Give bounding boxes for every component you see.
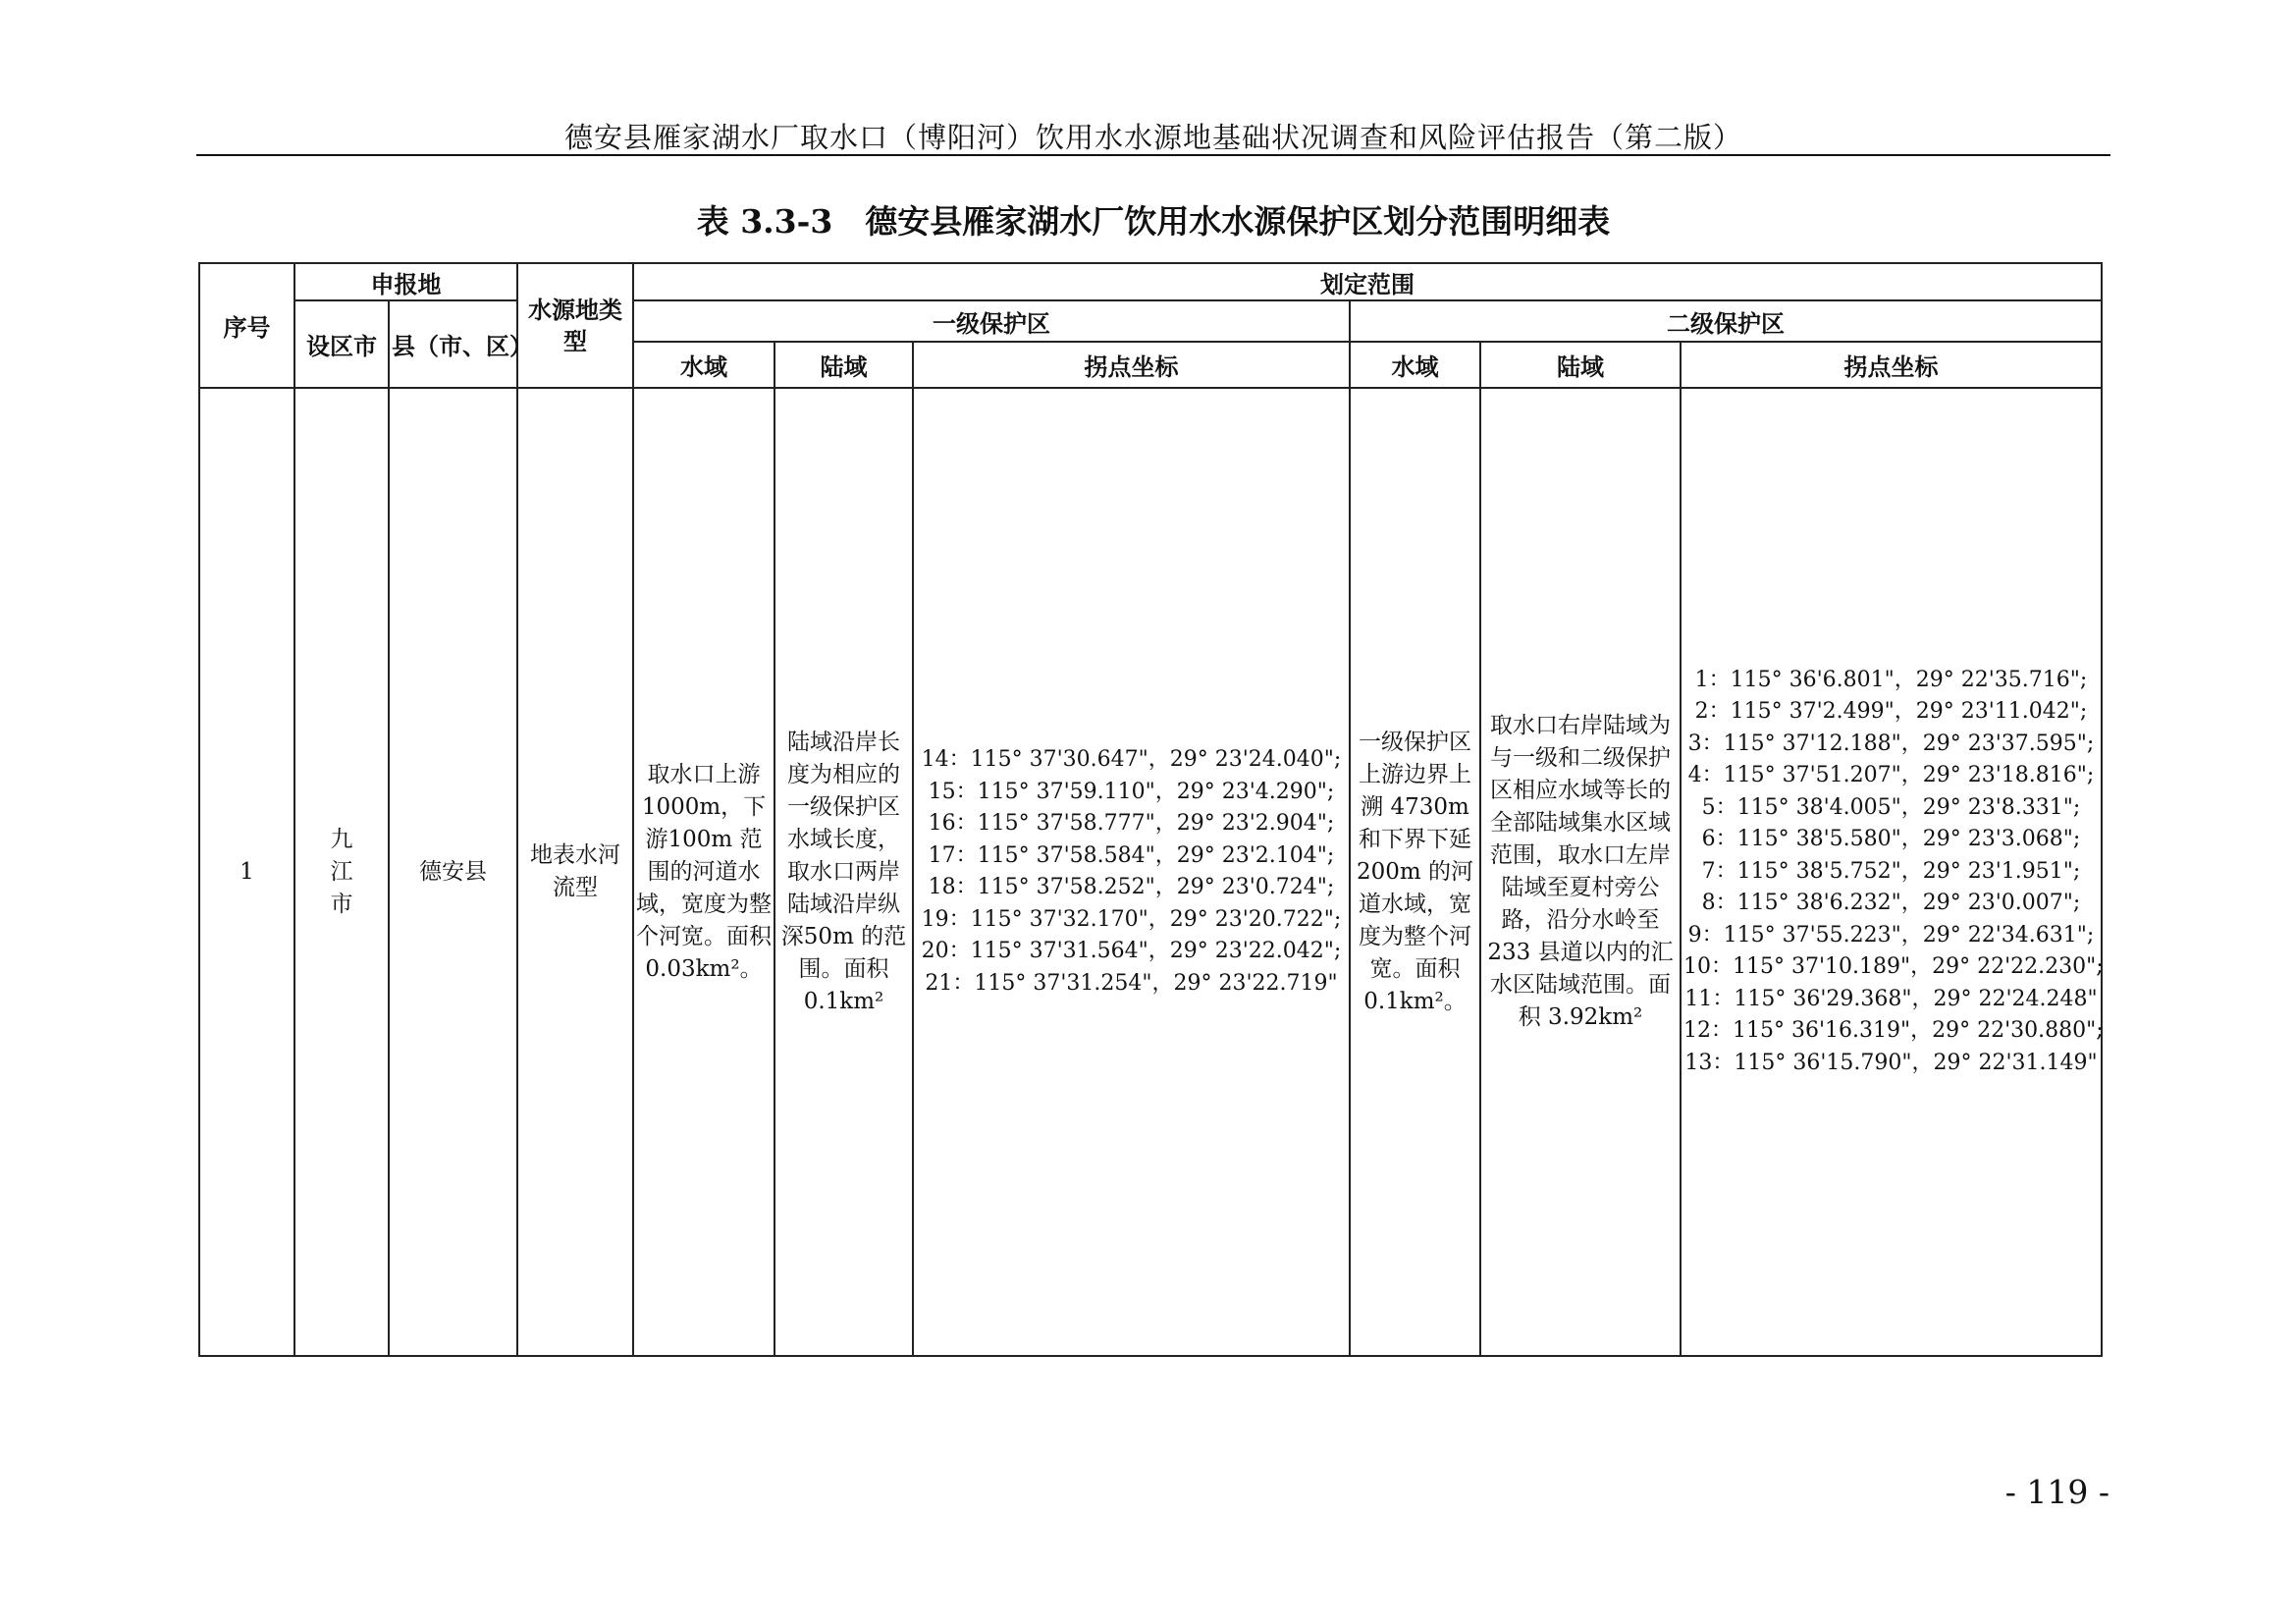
- row-l2-coords: [1681, 388, 2102, 1356]
- coordinate-line: 15：115° 37'59.110"，29° 23'4.290";: [928, 779, 1335, 804]
- header-source-type: 水源地类型: [517, 263, 633, 388]
- row-county: 德安县: [389, 388, 517, 1356]
- coordinate-line: 8：115° 38'6.232"，29° 23'0.007";: [1701, 891, 2081, 916]
- coordinate-line: 13：115° 36'15.790"，29° 22'31.149": [1684, 1050, 2098, 1075]
- header-county: 县（市、区）: [389, 300, 517, 388]
- running-header: 德安县雁家湖水厂取水口（博阳河）饮用水水源地基础状况调查和风险评估报告（第二版）: [563, 121, 1742, 154]
- coordinate-line: 5：115° 38'4.005"，29° 23'8.331";: [1701, 794, 2081, 820]
- row-l2-water: 一级保护区上游边界上溯 4730m 和下界下延200m 的河道水域，宽度为整个河宽。面积0.1km²。: [1350, 388, 1480, 1356]
- header-l1-water: 水域: [633, 342, 774, 388]
- coordinate-line: 21：115° 37'31.254"，29° 23'22.719": [925, 970, 1338, 996]
- coordinate-line: 19：115° 37'32.170"，29° 23'20.722";: [921, 906, 1342, 932]
- page-number: - 119 -: [2004, 1473, 2109, 1511]
- row-l2-land: 取水口右岸陆域为与一级和二级保护区相应水域等长的全部陆域集水区域范围，取水口左岸陆域至夏村旁公路，沿分水岭至233 县道以内的汇水区陆域范围。面积 3.92km²: [1480, 388, 1681, 1356]
- header-l2-water: 水域: [1350, 342, 1480, 388]
- row-seq: 1: [199, 388, 294, 1356]
- row-l1-water: 取水口上游1000m，下游100m 范围的河道水域，宽度为整个河宽。面积0.03km²。: [633, 388, 774, 1356]
- header-reporting-place: 申报地: [294, 263, 517, 300]
- row-source-type: 地表水河流型: [517, 388, 633, 1356]
- coordinate-line: 17：115° 37'58.584"，29° 23'2.104";: [928, 842, 1335, 868]
- coordinate-line: 11：115° 36'29.368"，29° 22'24.248": [1684, 986, 2098, 1011]
- coordinate-line: 12：115° 36'16.319"，29° 22'30.880";: [1683, 1018, 2104, 1044]
- coordinate-line: 3：115° 37'12.188"，29° 23'37.595";: [1687, 731, 2095, 756]
- coordinate-line: 10：115° 37'10.189"，29° 22'22.230";: [1683, 954, 2104, 980]
- header-l1-land: 陆域: [774, 342, 913, 388]
- row-city: 九江市: [294, 388, 389, 1356]
- protection-zone-table: [198, 262, 2103, 1357]
- coordinate-line: 14：115° 37'30.647"，29° 23'24.040";: [921, 747, 1342, 772]
- coordinate-line: 16：115° 37'58.777"，29° 23'2.904";: [928, 811, 1335, 836]
- coordinate-line: 18：115° 37'58.252"，29° 23'0.724";: [928, 875, 1335, 899]
- header-l2-coords: 拐点坐标: [1681, 342, 2102, 388]
- coordinate-line: 6：115° 38'5.580"，29° 23'3.068";: [1701, 827, 2081, 852]
- header-level2: 二级保护区: [1350, 300, 2102, 342]
- coordinate-line: 20：115° 37'31.564"，29° 23'22.042";: [921, 939, 1342, 963]
- row-l1-land: 陆域沿岸长度为相应的一级保护区水域长度，取水口两岸陆域沿岸纵深50m 的范围。面积 0.1km²: [774, 388, 913, 1356]
- coordinate-line: 1：115° 36'6.801"，29° 22'35.716";: [1694, 667, 2088, 692]
- table-title: 表 3.3-3 德安县雁家湖水厂饮用水水源保护区划分范围明细表: [696, 202, 1611, 241]
- coordinate-line: 9：115° 37'55.223"，29° 22'34.631";: [1687, 922, 2095, 947]
- header-rule: [196, 154, 2110, 156]
- coordinate-line: 2：115° 37'2.499"，29° 23'11.042";: [1694, 699, 2088, 725]
- header-scope: 划定范围: [633, 263, 2102, 300]
- header-level1: 一级保护区: [633, 300, 1350, 342]
- header-seq: 序号: [199, 263, 294, 388]
- row-l1-coords: [913, 388, 1350, 1356]
- header-l1-coords: 拐点坐标: [913, 342, 1350, 388]
- coordinate-line: 7：115° 38'5.752"，29° 23'1.951";: [1701, 858, 2081, 884]
- header-l2-land: 陆域: [1480, 342, 1681, 388]
- header-city: 设区市: [294, 300, 389, 388]
- coordinate-line: 4：115° 37'51.207"，29° 23'18.816";: [1687, 763, 2095, 788]
